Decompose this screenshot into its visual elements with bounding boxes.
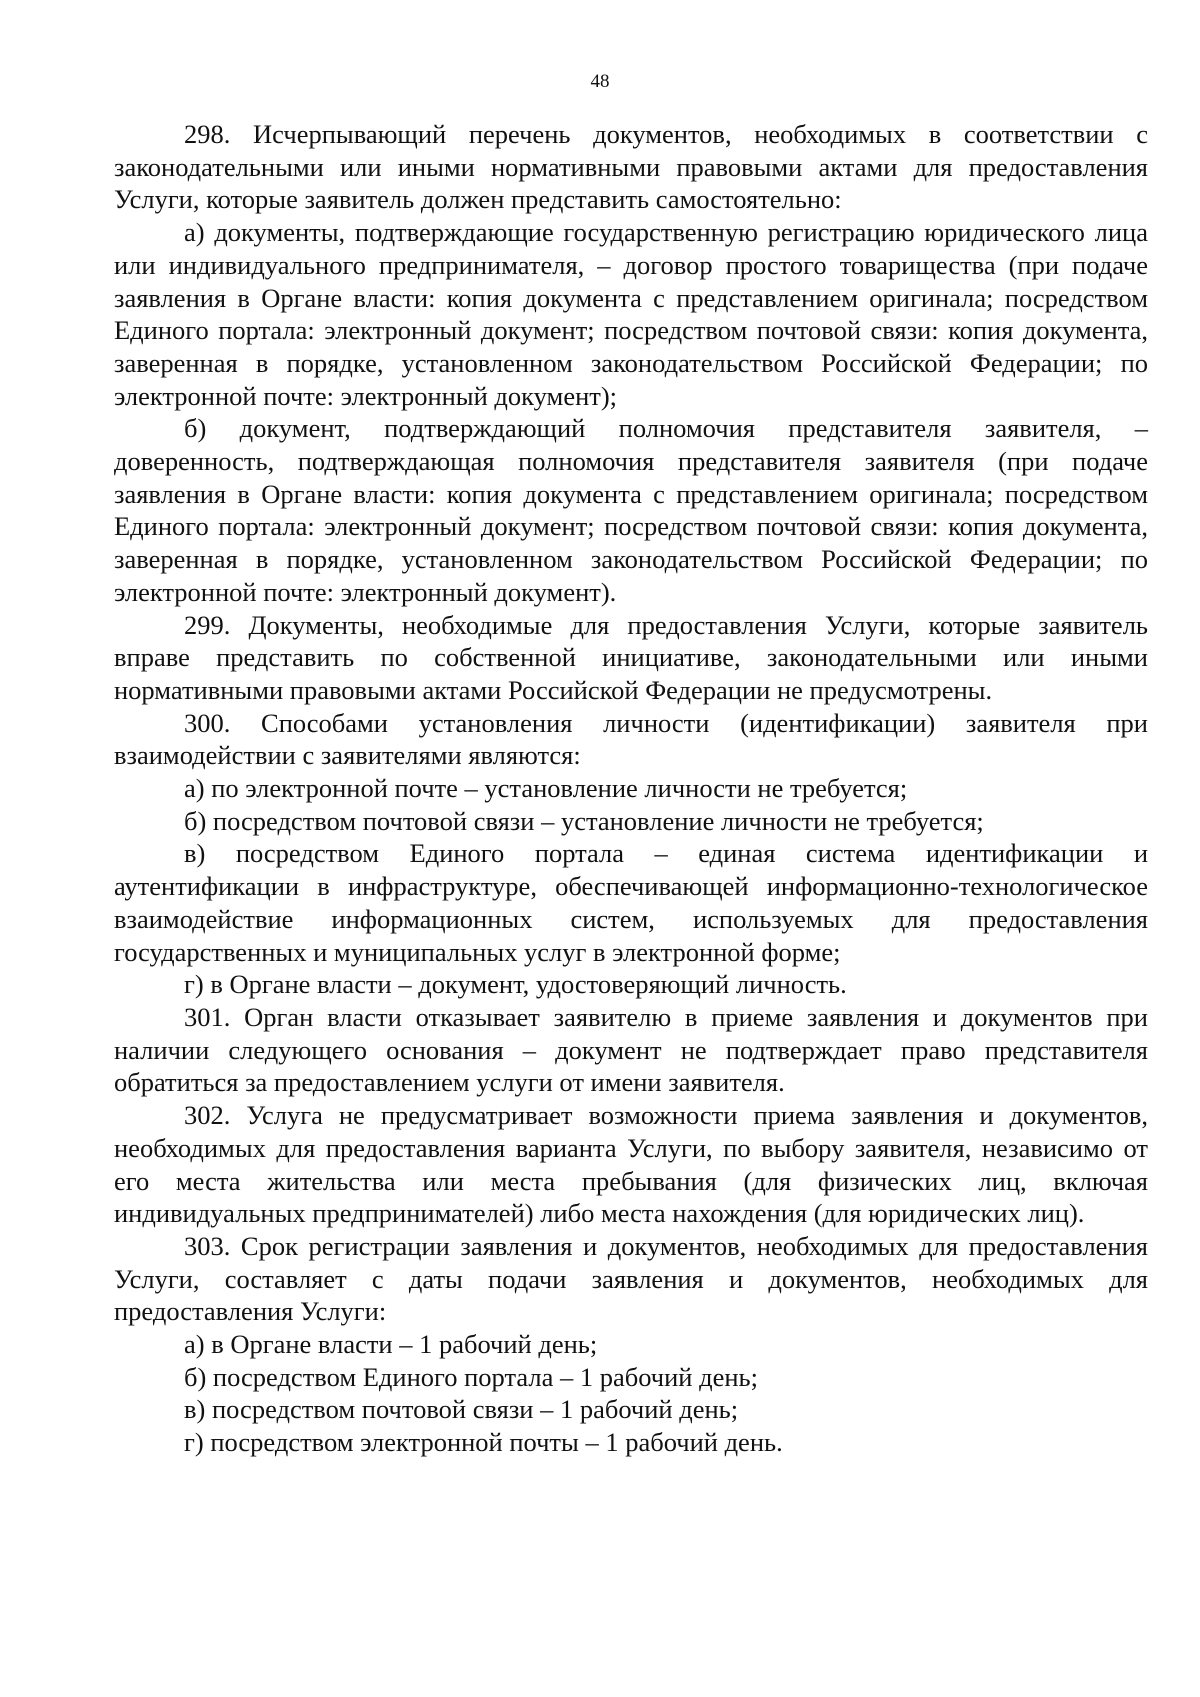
page-number: 48 [590,71,610,92]
paragraph-302: 302. Услуга не предусматривает возможности приема заявления и документов, необходимых для предоставления варианта Услуги, по выбору заявителя, независимо от его места жительства или места пребывания (для физических лиц, включая индивидуальных предпринимателей) либо места нахождения (для юридических лиц). [114,1100,1148,1229]
paragraph-303-a: а) в Органе власти – 1 рабочий день; [184,1329,598,1360]
paragraph-298-b: б) документ, подтверждающий полномочия представителя заявителя, – доверенность, подтверждающая полномочия представителя заявителя (при подаче заявления в Органе власти: копия документа с представлением оригинала; посредством Единого портала: электронный документ; посредством почтовой связи: копия документа, заверенная в порядке, установленном законодательством Российской Федерации; по электронной почте: электронный документ). [114,413,1148,607]
paragraph-300-g: г) в Органе власти – документ, удостоверяющий личность. [184,969,847,1000]
document-body [114,118,1148,1459]
paragraph-299: 299. Документы, необходимые для предоставления Услуги, которые заявитель вправе представить по собственной инициативе, законодательными или иными нормативными правовыми актами Российской Федерации не предусмотрены. [114,609,1148,705]
paragraph-300: 300. Способами установления личности (идентификации) заявителя при взаимодействии с заявителями являются: [114,707,1148,771]
paragraph-300-v: в) посредством Единого портала – единая система идентификации и аутентификации в инфраструктуре, обеспечивающей информационно-технологическое взаимодействие информационных систем, используемых для предоставления государственных и муниципальных услуг в электронной форме; [114,838,1148,967]
paragraph-303-v: в) посредством почтовой связи – 1 рабочий день; [184,1394,739,1425]
paragraph-300-a: а) по электронной почте – установление личности не требуется; [184,773,908,804]
paragraph-303-g: г) посредством электронной почты – 1 рабочий день. [184,1427,783,1458]
paragraph-298: 298. Исчерпывающий перечень документов, необходимых в соответствии с законодательными или иными нормативными правовыми актами для предоставления Услуги, которые заявитель должен представить самостоятельно: [114,119,1148,215]
paragraph-303: 303. Срок регистрации заявления и документов, необходимых для предоставления Услуги, составляет с даты подачи заявления и документов, необходимых для предоставления Услуги: [114,1230,1148,1327]
paragraph-301: 301. Орган власти отказывает заявителю в приеме заявления и документов при наличии следующего основания – документ не подтверждает право представителя обратиться за предоставлением услуги от имени заявителя. [114,1001,1148,1098]
paragraph-303-b: б) посредством Единого портала – 1 рабочий день; [184,1361,758,1392]
paragraph-298-a: а) документы, подтверждающие государственную регистрацию юридического лица или индивидуального предпринимателя, – договор простого товарищества (при подаче заявления в Органе власти: копия документа с представлением оригинала; посредством Единого портала: электронный документ; посредством почтовой связи: копия документа, заверенная в порядке, установленном законодательством Российской Федерации; по электронной почте: электронный документ); [114,217,1148,411]
paragraph-300-b: б) посредством почтовой связи – установление личности не требуется; [184,805,984,836]
